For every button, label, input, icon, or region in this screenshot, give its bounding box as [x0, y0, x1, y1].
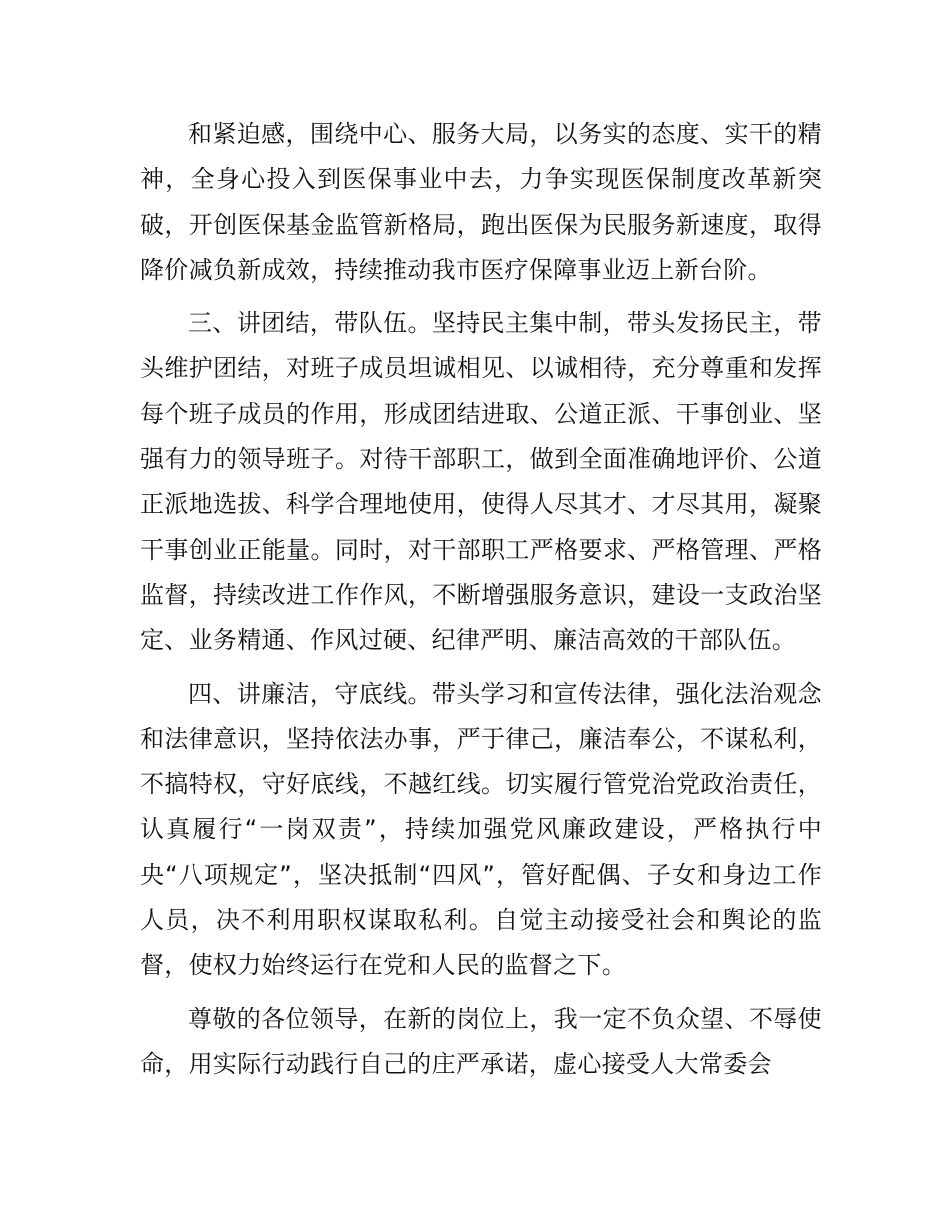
document-body: [140, 112, 822, 1095]
paragraph-unity-team: 三、讲团结，带队伍。坚持民主集中制，带头发扬民主，带头维护团结，对班子成员坦诚相见、以诚相待，充分尊重和发挥每个班子成员的作用，形成团结进取、公道正派、干事创业、坚强有力的领导班子。对待干部职工，做到全面准确地评价、公道正派地选拔、科学合理地使用，使得人尽其才、才尽其用，凝聚干事创业正能量。同时，对干部职工严格要求、严格管理、严格监督，持续改进工作作风，不断增强服务意识，建设一支政治坚定、业务精通、作风过硬、纪律严明、廉洁高效的干部队伍。: [140, 309, 822, 655]
paragraph-continuation: 和紧迫感，围绕中心、服务大局，以务实的态度、实干的精神，全身心投入到医保事业中去，力争实现医保制度改革新突破，开创医保基金监管新格局，跑出医保为民服务新速度，取得降价减负新成效，持续推动我市医疗保障事业迈上新台阶。: [140, 120, 822, 284]
paragraph-integrity-bottom-line: 四、讲廉洁，守底线。带头学习和宣传法律，强化法治观念和法律意识，坚持依法办事，严于律己，廉洁奉公，不谋私利，不搞特权，守好底线，不越红线。切实履行管党治党政治责任，认真履行“一岗双责”，持续加强党风廉政建设，严格执行中央“八项规定”，坚决抵制“四风”，管好配偶、子女和身边工作人员，决不利用职权谋取私利。自觉主动接受社会和舆论的监督，使权力始终运行在党和人民的监督之下。: [140, 679, 822, 980]
paragraph-closing: 尊敬的各位领导，在新的岗位上，我一定不负众望、不辱使命，用实际行动践行自己的庄严承诺，虚心接受人大常委会: [140, 1004, 822, 1078]
